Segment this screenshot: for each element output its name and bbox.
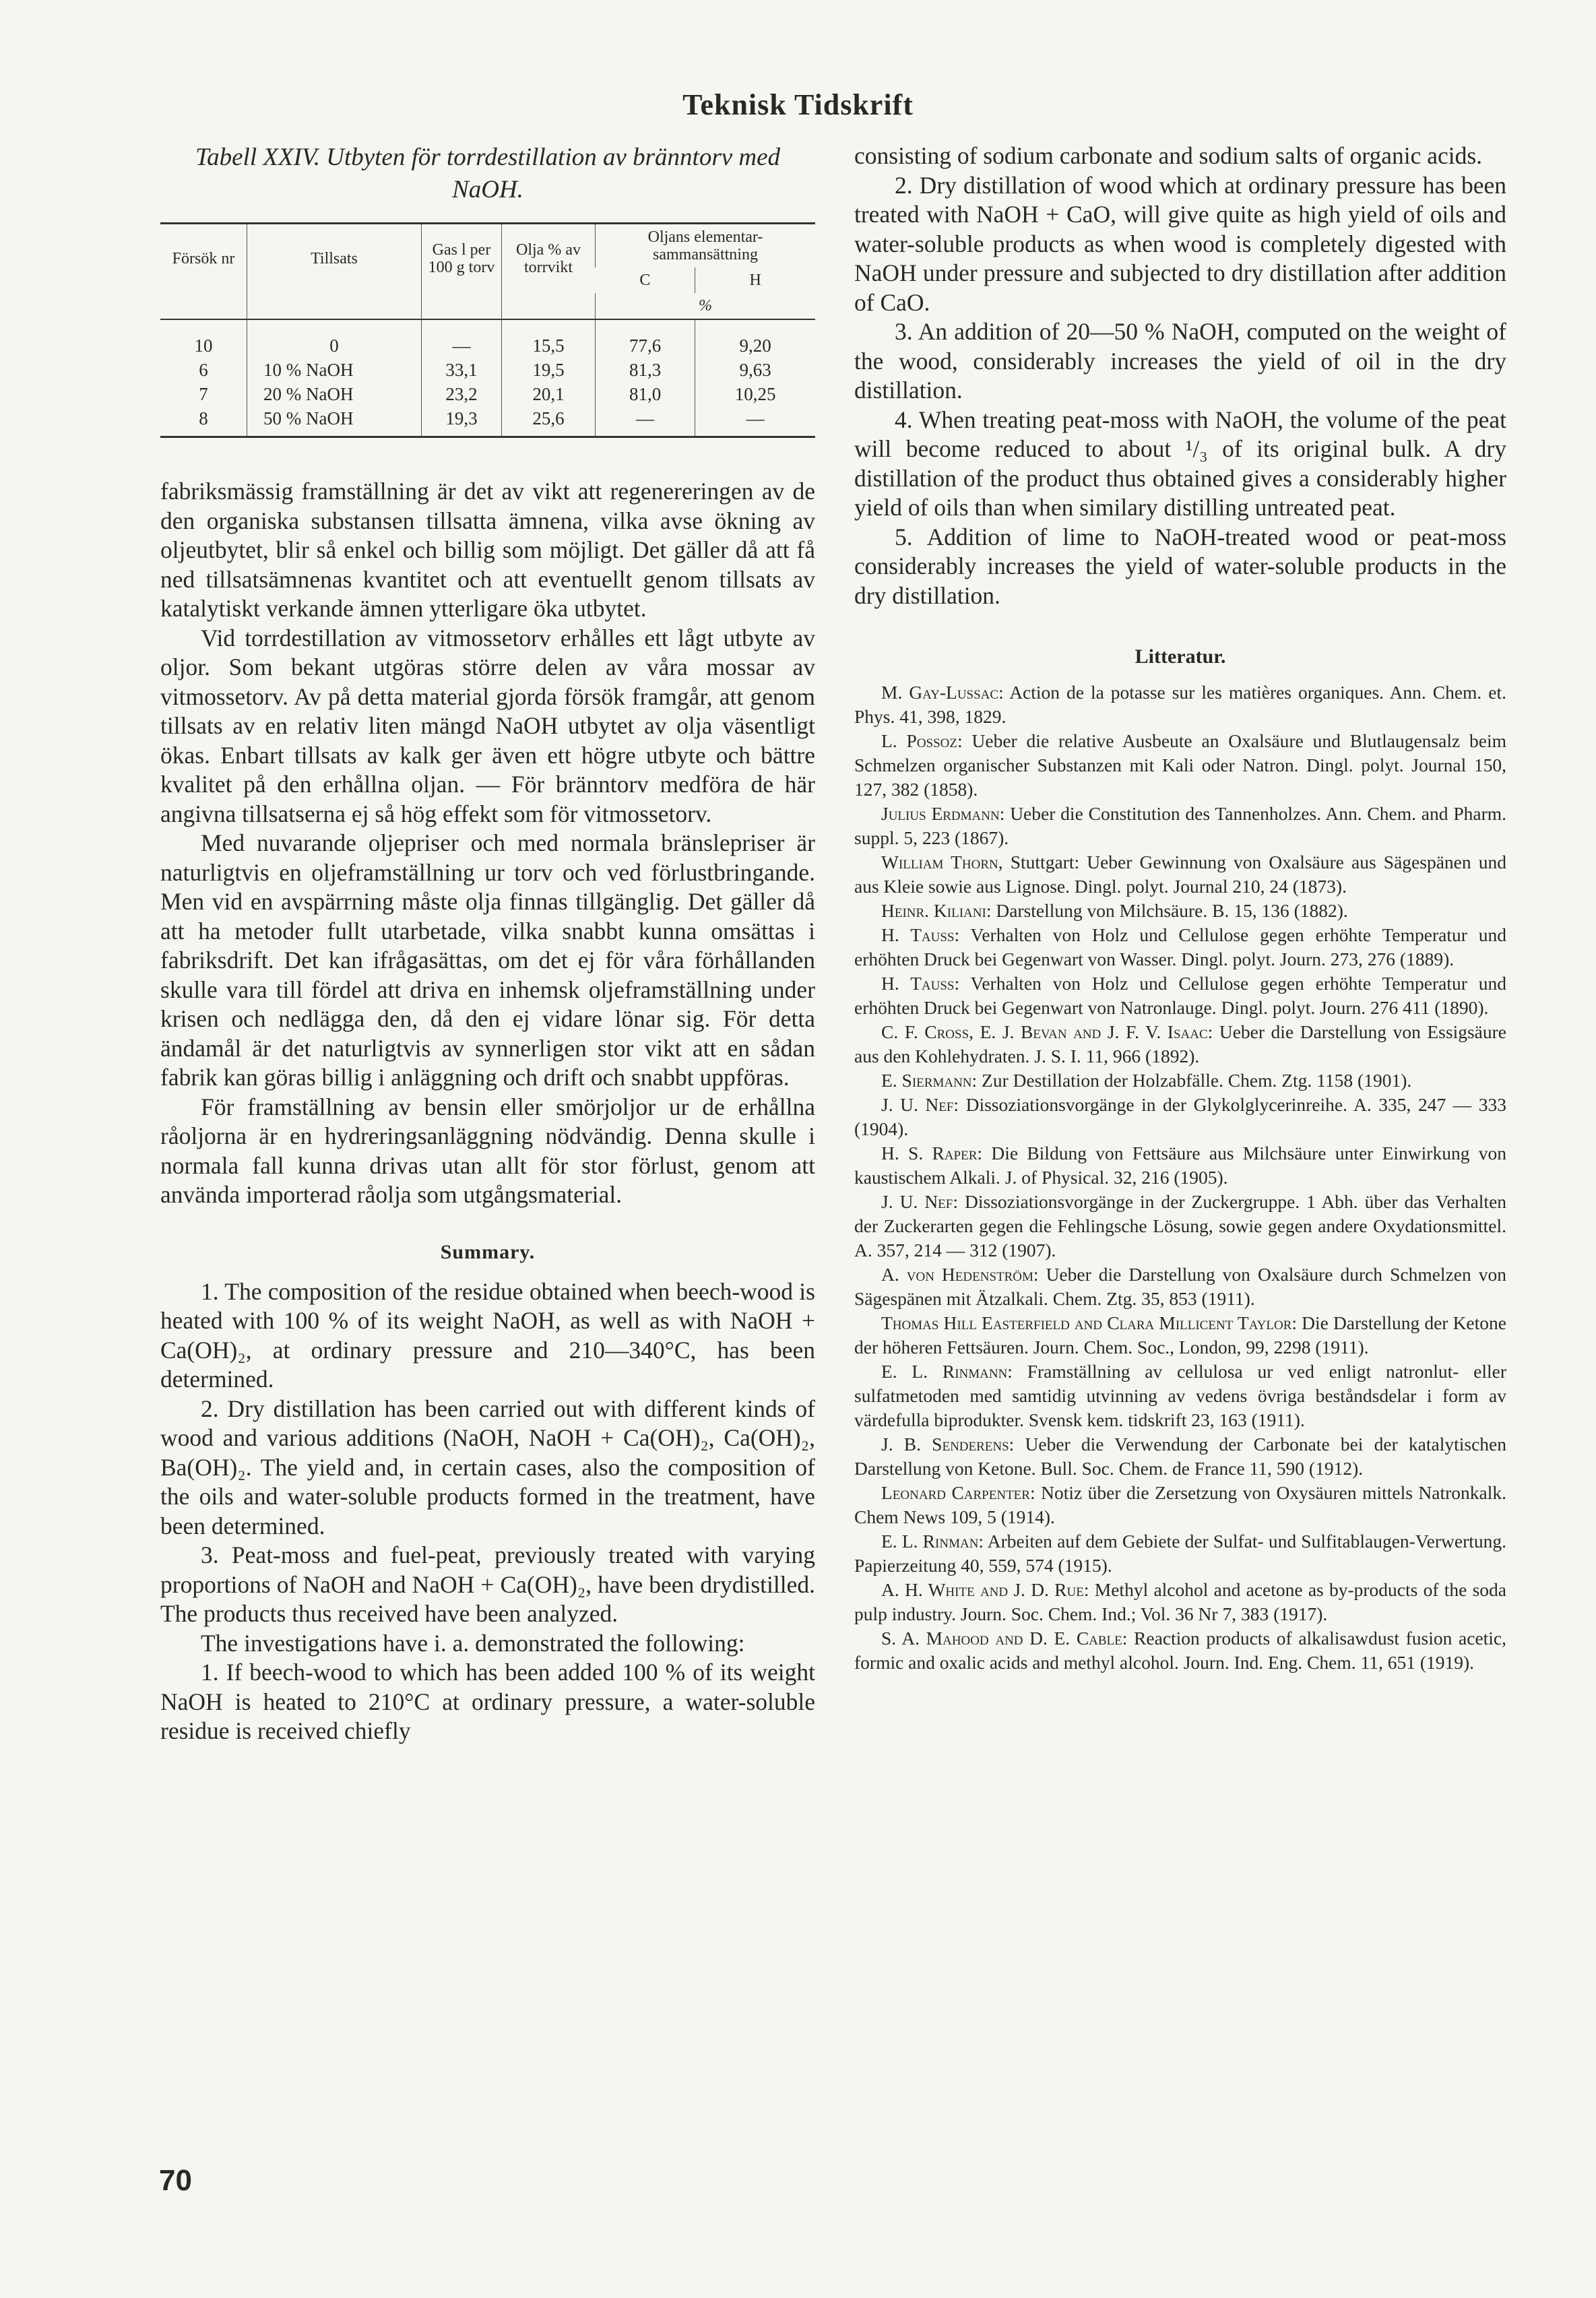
summary-paragraph: 5. Addition of lime to NaOH-treated wood or peat-moss considerably increases the yield of water-soluble products in the dry distillation. bbox=[854, 523, 1506, 609]
reference-author: Thomas Hill Easterfield and Clara Millicent Taylor: bbox=[881, 1312, 1298, 1333]
reference-text: Ueber die Darstellung von Oxalsäure durch Schmelzen von Sägespänen mit Ätzalkali. Chem. Ztg. 35, 853 (1911). bbox=[854, 1264, 1506, 1309]
reference-author: H. Tauss: bbox=[881, 973, 960, 994]
body-paragraph: fabriksmässig framställning är det av vikt att regenereringen av de den organiska substansen tillsatta ämnena, vilka avse ökning av oljeutbytet, blir så enkel och billig som möjligt. Det gäller då att få ned tillsatsämnenas kvantitet och att eventuellt genom tillsats av katalytiskt verkande ämnen ytterligare öka utbytet. bbox=[160, 478, 815, 622]
reference-text: Ueber die Verwendung der Carbonate bei der katalytischen Darstellung von Ketone. Bull. Soc. Chem. de France 11, 590 (1912). bbox=[854, 1434, 1507, 1479]
header-forsok: Försök nr bbox=[172, 250, 235, 267]
cell-c: 77,6 bbox=[596, 319, 695, 358]
reference-text: Zur Destillation der Holzabfälle. Chem. Ztg. 1158 (1901). bbox=[982, 1070, 1412, 1091]
reference-author: M. Gay-Lussac: bbox=[881, 682, 1004, 703]
reference-author: L. Possoz: bbox=[881, 730, 963, 751]
literature-heading: Litteratur. bbox=[1135, 645, 1226, 668]
header-olja: Olja % av torrvikt bbox=[502, 224, 596, 294]
summary-paragraph: 2. Dry distillation has been carried out with different kinds of wood and various additions (NaOH, NaOH + Ca(OH)₂, Ca(OH)₂, Ba(OH)₂. The yield and, in certain cases, also the composition of the oils and water-soluble products formed in the treatment, have been determined. bbox=[160, 1395, 815, 1539]
reference-text: Ueber die Constitution des Tannenholzes. Ann. Chem. and Pharm. suppl. 5, 223 (1867). bbox=[854, 803, 1506, 848]
reference-author: J. U. Nef: bbox=[881, 1191, 958, 1212]
cell-olja: 20,1 bbox=[502, 382, 596, 406]
cell-gas: 33,1 bbox=[422, 358, 502, 382]
reference-text: Framställning av cellulosa ur ved enligt natronlut- eller sulfatmetoden med samtidig utvinning av vedens övriga beståndsdelar i form av värdefulla biprodukter. Svensk kem. tidskrift 23, 163 (1911). bbox=[854, 1361, 1507, 1430]
cell-tillsats: 0 bbox=[247, 319, 422, 358]
reference-item bbox=[854, 1263, 1506, 1311]
summary-paragraph: The investigations have i. a. demonstrated the following: bbox=[201, 1629, 745, 1657]
reference-text: Verhalten von Holz und Cellulose gegen erhöhte Temperatur und erhöhten Druck bei Gegenwart von Wasser. Dingl. polyt. Journ. 273, 276 (1889). bbox=[854, 924, 1506, 969]
reference-author: Leonard Carpenter: bbox=[881, 1482, 1035, 1503]
journal-title: Teknisk Tidskrift bbox=[682, 88, 914, 121]
reference-item bbox=[854, 899, 1506, 923]
reference-item bbox=[854, 802, 1506, 850]
reference-item bbox=[854, 1432, 1506, 1481]
reference-item bbox=[854, 923, 1506, 971]
cell-tillsats: 10 % NaOH bbox=[247, 358, 422, 382]
reference-item bbox=[854, 1311, 1506, 1360]
table-caption: Tabell XXIV. Utbyten för torrdestillation av bränntorv med NaOH. bbox=[195, 143, 781, 203]
cell-tillsats: 20 % NaOH bbox=[247, 382, 422, 406]
reference-author: E. L. Rinmann: bbox=[881, 1361, 1013, 1382]
reference-text: Ueber die relative Ausbeute an Oxalsäure und Blutlaugensalz beim Schmelzen organischer Substanzen mit Kali oder Natron. Dingl. polyt. Journal 150, 127, 382 (1858). bbox=[854, 730, 1507, 800]
cell-h: — bbox=[695, 406, 815, 437]
cell-h: 9,63 bbox=[695, 358, 815, 382]
reference-item bbox=[854, 1529, 1506, 1578]
reference-text: Reaction products of alkalisawdust fusion acetic, formic and oxalic acids and methyl alcohol. Journ. Ind. Eng. Chem. 11, 651 (1919). bbox=[854, 1628, 1507, 1673]
cell-nr: 6 bbox=[199, 360, 208, 380]
reference-item bbox=[854, 1190, 1506, 1263]
table-row bbox=[160, 406, 815, 437]
reference-author: A. H. White and J. D. Rue: bbox=[881, 1579, 1089, 1600]
summary-paragraph: 2. Dry distillation of wood which at ordinary pressure has been treated with NaOH + CaO, will give quite as high yield of oils and water-soluble products as when wood is completely digested with NaOH under pressure and subjected to dry distillation after addition of CaO. bbox=[854, 171, 1506, 316]
reference-item bbox=[854, 1626, 1506, 1675]
reference-text: Methyl alcohol and acetone as by-products of the soda pulp industry. Journ. Soc. Chem. Ind.; Vol. 36 Nr 7, 383 (1917). bbox=[854, 1579, 1507, 1624]
reference-author: C. F. Cross, E. J. Bevan and J. F. V. Isaac: bbox=[881, 1021, 1213, 1042]
reference-author: Heinr. Kiliani: bbox=[881, 900, 992, 921]
reference-author: S. A. Mahood and D. E. Cable: bbox=[881, 1628, 1128, 1649]
reference-author: William Thorn, bbox=[881, 852, 1003, 872]
reference-text: Stuttgart: Ueber Gewinnung von Oxalsäure aus Sägespänen und aus Kleie sowie aus Lignose. Dingl. polyt. Journal 210, 24 (1873). bbox=[854, 852, 1507, 897]
cell-gas: 19,3 bbox=[422, 406, 502, 437]
table-row bbox=[160, 319, 815, 358]
cell-nr: 7 bbox=[199, 384, 208, 404]
cell-h: 10,25 bbox=[695, 382, 815, 406]
table-row bbox=[160, 358, 815, 382]
cell-h: 9,20 bbox=[695, 319, 815, 358]
cell-nr: 8 bbox=[199, 408, 208, 428]
summary-paragraph: 4. When treating peat-moss with NaOH, the volume of the peat will become reduced to about ¹/₃ of its original bulk. A dry distillation of the product thus obtained gives a considerably higher yield of oils than when similary distilling untreated peat. bbox=[854, 406, 1506, 521]
reference-text: Die Darstellung der Ketone der höheren Fettsäuren. Journ. Chem. Soc., London, 99, 2298 (1911). bbox=[854, 1312, 1506, 1358]
header-elementar: Oljans elementar-sammansättning bbox=[596, 224, 816, 268]
summary-paragraph: 1. The composition of the residue obtained when beech-wood is heated with 100 % of its weight NaOH, as well as with NaOH + Ca(OH)₂, at ordinary pressure and 210—340°C, has been determined. bbox=[160, 1277, 815, 1393]
cell-c: — bbox=[596, 406, 695, 437]
reference-author: J. B. Senderens: bbox=[881, 1434, 1015, 1455]
reference-item bbox=[854, 1068, 1506, 1093]
reference-text: Dissoziationsvorgänge in der Glykolglycerinreihe. A. 335, 247 — 333 (1904). bbox=[854, 1094, 1506, 1139]
summary-continuation: consisting of sodium carbonate and sodium salts of organic acids. bbox=[854, 142, 1483, 169]
yield-table bbox=[160, 222, 815, 438]
cell-c: 81,0 bbox=[596, 382, 695, 406]
summary-heading: Summary. bbox=[440, 1240, 536, 1263]
reference-author: H. S. Raper: bbox=[881, 1143, 983, 1163]
cell-gas: — bbox=[422, 319, 502, 358]
summary-paragraph: 3. An addition of 20—50 % NaOH, computed on the weight of the wood, considerably increases the yield of oil in the dry distillation. bbox=[854, 318, 1506, 404]
reference-item bbox=[854, 1093, 1506, 1141]
body-paragraph: Vid torrdestillation av vitmossetorv erhålles ett lågt utbyte av oljor. Som bekant utgöras större delen av våra mossar av vitmossetorv. Av på detta material gjorda försök framgår, att genom tillsats av en relativ liten mängd NaOH utbytet av olja väsentligt ökas. Enbart tillsats av kalk ger även ett högre utbyte och bättre kvalitet på den erhållna oljan. — För bränntorv medföra de här angivna tillsatserna ej så hög effekt som för vitmossetorv. bbox=[160, 624, 815, 827]
header-gas: Gas l per 100 g torv bbox=[422, 224, 502, 294]
reference-text: Darstellung von Milchsäure. B. 15, 136 (1882). bbox=[996, 900, 1348, 921]
reference-text: Dissoziationsvorgänge in der Zuckergruppe. 1 Abh. über das Verhalten der Zuckerarten gegen die Fehlingsche Lösung, sowie gegen andere Oxydationsmittel. A. 357, 214 — 312 (1907). bbox=[854, 1191, 1507, 1260]
cell-gas: 23,2 bbox=[422, 382, 502, 406]
reference-item bbox=[854, 729, 1506, 802]
page-number: 70 bbox=[159, 2164, 192, 2197]
cell-olja: 19,5 bbox=[502, 358, 596, 382]
header-h: H bbox=[695, 267, 815, 293]
reference-item bbox=[854, 850, 1506, 899]
reference-author: H. Tauss: bbox=[881, 924, 960, 945]
table-row bbox=[160, 382, 815, 406]
reference-item bbox=[854, 971, 1506, 1020]
cell-tillsats: 50 % NaOH bbox=[247, 406, 422, 437]
reference-text: Verhalten von Holz und Cellulose gegen erhöhte Temperatur und erhöhten Druck bei Gegenwart von Natronlauge. Dingl. polyt. Journ. 276 411 (1890). bbox=[854, 973, 1506, 1018]
cell-olja: 15,5 bbox=[502, 319, 596, 358]
reference-item bbox=[854, 1481, 1506, 1529]
reference-author: J. U. Nef: bbox=[881, 1094, 959, 1115]
header-percent: % bbox=[596, 293, 816, 319]
reference-author: Julius Erdmann: bbox=[881, 803, 1005, 824]
reference-item bbox=[854, 1360, 1506, 1432]
summary-paragraph: 1. If beech-wood to which has been added 100 % of its weight NaOH is heated to 210°C at ordinary pressure, a water-soluble residue is received chiefly bbox=[160, 1659, 815, 1744]
reference-text: Ueber die Darstellung von Essigsäure aus den Kohlehydraten. J. S. I. 11, 966 (1892). bbox=[854, 1021, 1506, 1066]
summary-paragraph: 3. Peat-moss and fuel-peat, previously treated with varying proportions of NaOH and NaOH + Ca(OH)₂, have been drydistilled. The products thus received have been analyzed. bbox=[160, 1541, 815, 1627]
header-c: C bbox=[639, 272, 651, 289]
body-paragraph: Med nuvarande oljepriser och med normala bränslepriser är naturligtvis en oljeframställning ur torv och ved förlustbringande. Men vid en avspärrning måste olja finnas tillgänglig. Det gäller då att ha metoder fullt utarbetade, vilka snabbt kunna omsättas i fabriksdrift. Det kan ifrågasättas, om det ej för våra förhållanden skulle vara till fördel att driva en inhemsk oljeframställning under krisen och nedlägga den, då den ej vidare lönar sig. För detta ändamål är det naturligtvis av synnerligen stor vikt att en sådan fabrik kan göras billig i anläggning och drift och snabbt uppföras. bbox=[160, 829, 815, 1091]
body-paragraph: För framställning av bensin eller smörjoljor ur de erhållna råoljorna är en hydreringsanläggning nödvändig. Denna skulle i normala fall kunna drivas utan allt för stor förlust, genom att använda importerad råolja som utgångsmaterial. bbox=[160, 1093, 815, 1208]
reference-text: Notiz über die Zersetzung von Oxysäuren mittels Natronkalk. Chem News 109, 5 (1914). bbox=[854, 1482, 1507, 1527]
reference-item bbox=[854, 1578, 1506, 1626]
right-column bbox=[854, 141, 1506, 1675]
header-tillsats: Tillsats bbox=[247, 224, 422, 294]
reference-text: Die Bildung von Fettsäure aus Milchsäure unter Einwirkung von kaustischem Alkali. J. of Physical. 32, 216 (1905). bbox=[854, 1143, 1506, 1188]
reference-author: A. von Hedenström: bbox=[881, 1264, 1039, 1285]
cell-c: 81,3 bbox=[596, 358, 695, 382]
reference-item bbox=[854, 1020, 1506, 1068]
left-column bbox=[160, 141, 815, 1746]
reference-author: E. L. Rinman: bbox=[881, 1531, 984, 1552]
reference-author: E. Siermann: bbox=[881, 1070, 978, 1091]
reference-text: Arbeiten auf dem Gebiete der Sulfat- und Sulfitablaugen-Verwertung. Papierzeitung 40, 559, 574 (1915). bbox=[854, 1531, 1507, 1576]
cell-olja: 25,6 bbox=[502, 406, 596, 437]
reference-item bbox=[854, 1141, 1506, 1190]
reference-text: Action de la potasse sur les matières organiques. Ann. Chem. et. Phys. 41, 398, 1829. bbox=[854, 682, 1506, 727]
cell-nr: 10 bbox=[194, 336, 213, 356]
reference-item bbox=[854, 680, 1506, 729]
reference-list bbox=[854, 680, 1506, 1675]
